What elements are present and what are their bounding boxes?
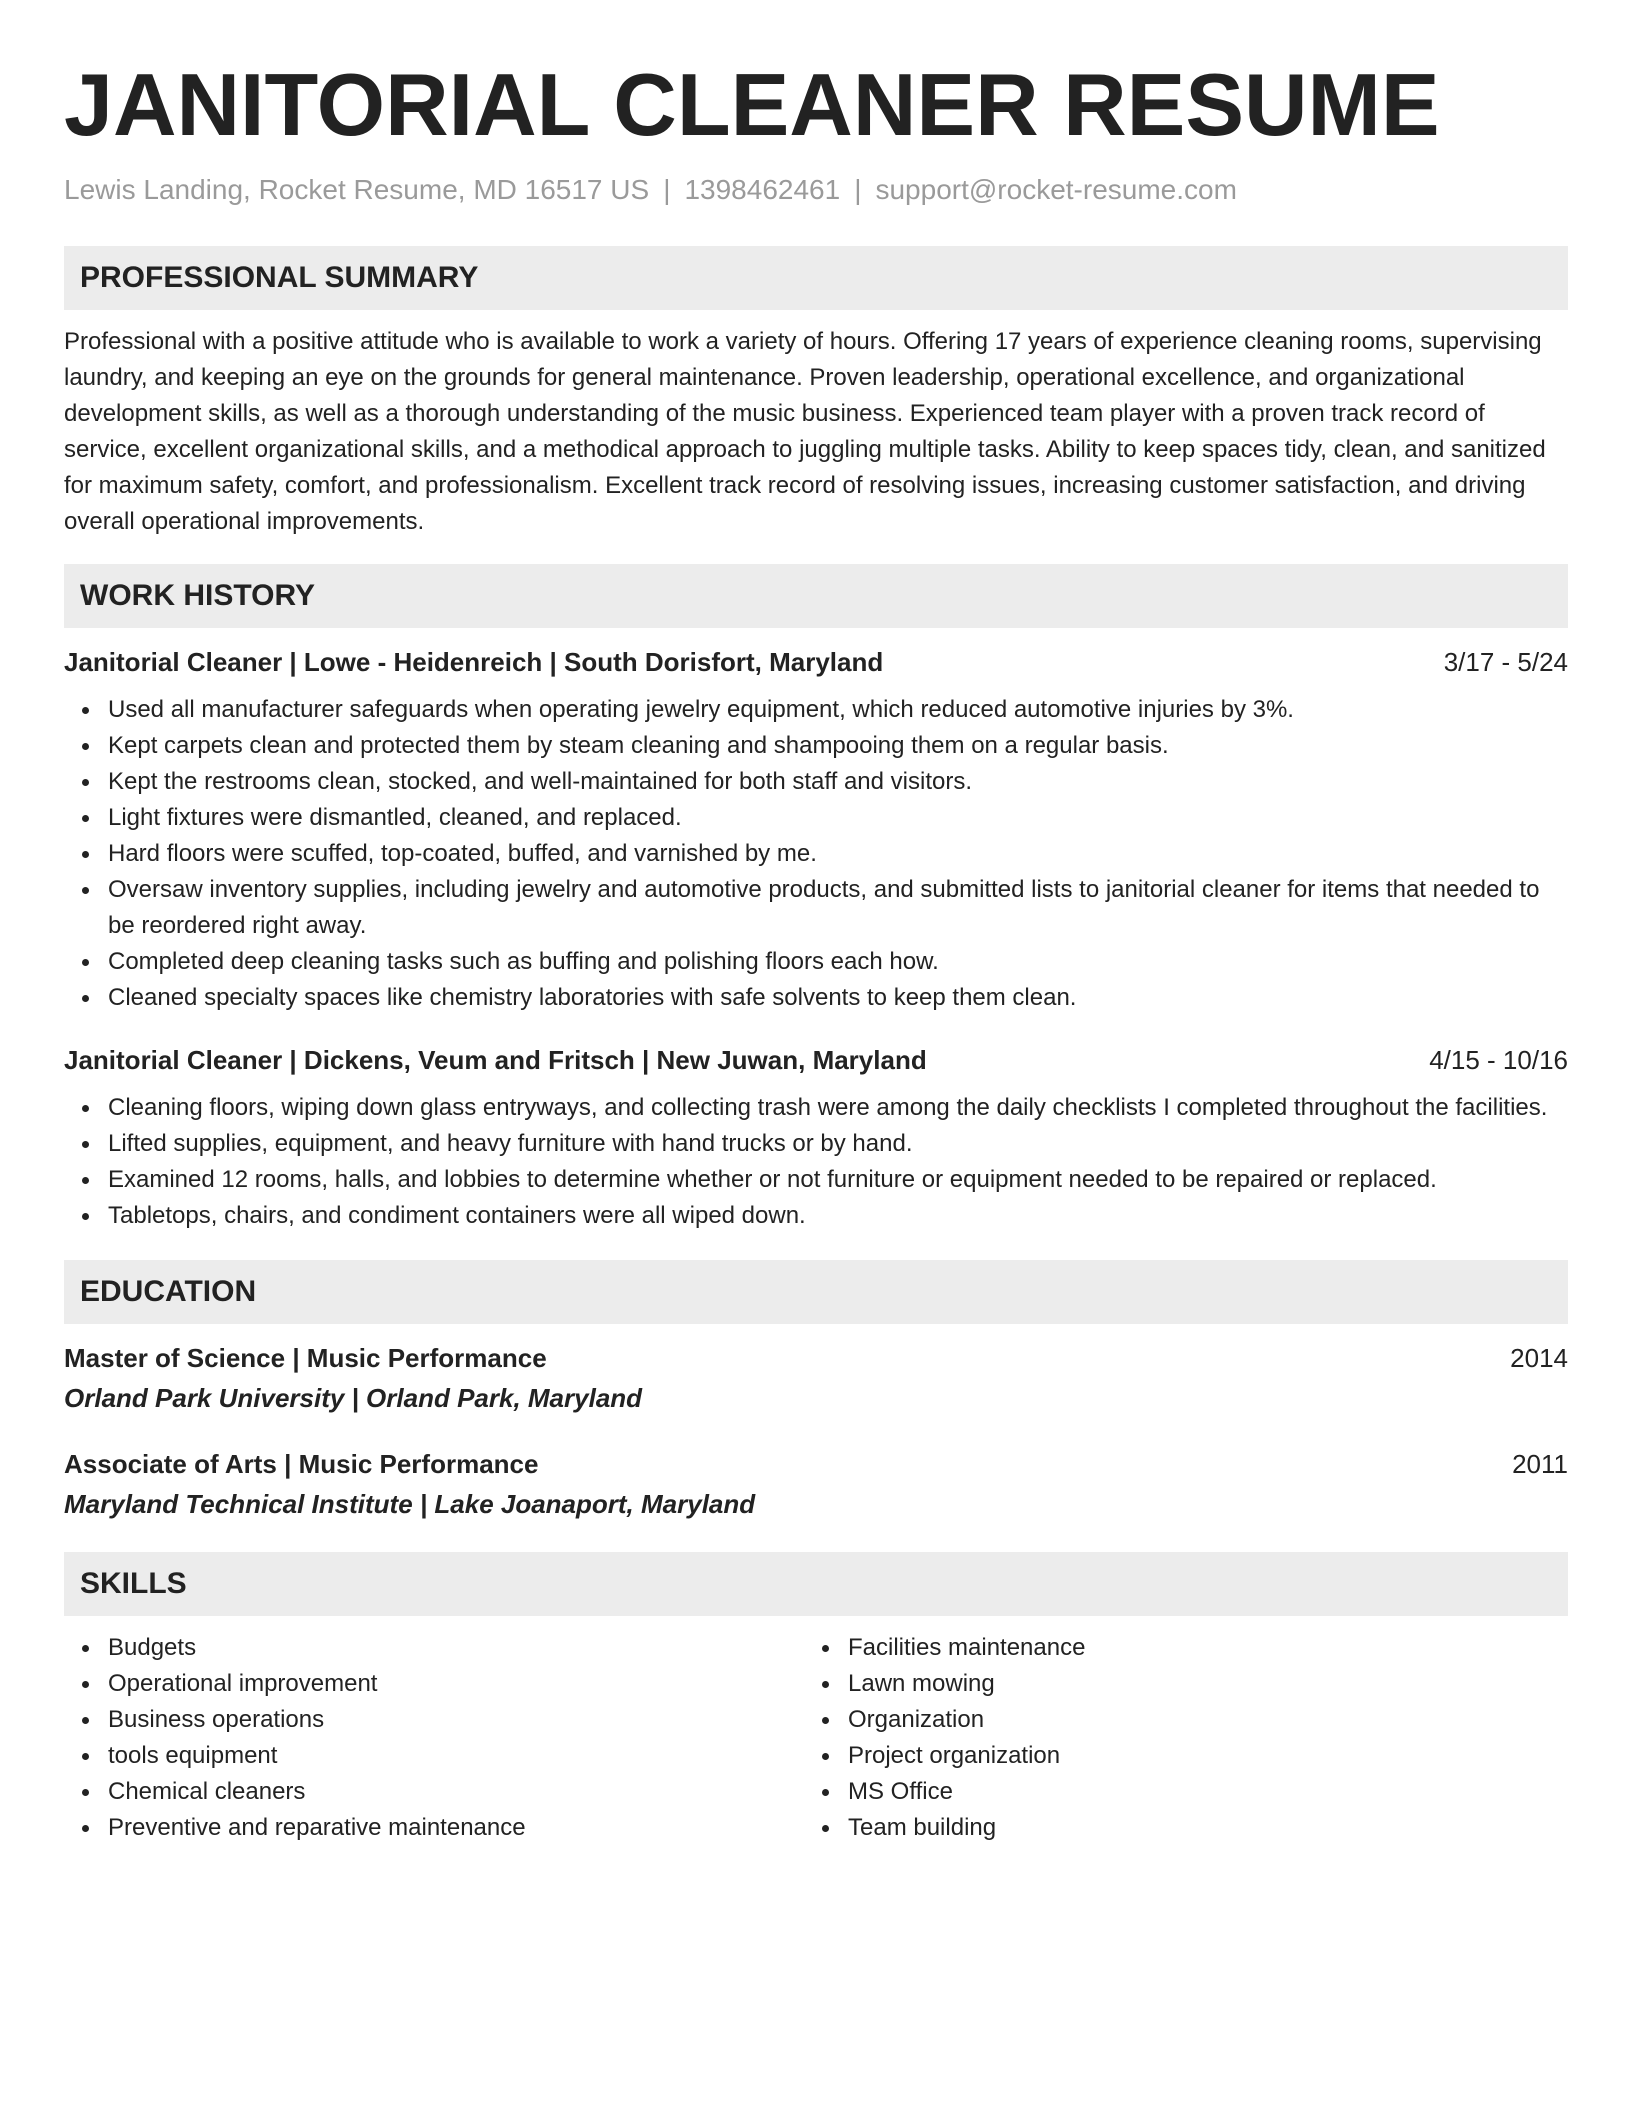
- list-item: Organization: [804, 1702, 1544, 1738]
- list-item: tools equipment: [64, 1738, 804, 1774]
- job-duties: [64, 692, 1568, 1016]
- list-item: Cleaning floors, wiping down glass entryways, and collecting trash were among the daily checklists I completed throughout the facilities.: [64, 1090, 1568, 1126]
- education-degree: Master of Science | Music Performance: [64, 1343, 547, 1373]
- job-entry: [64, 1042, 1568, 1234]
- education-header: [64, 1446, 1568, 1482]
- list-item: Budgets: [64, 1630, 804, 1666]
- list-item: Lawn mowing: [804, 1666, 1544, 1702]
- list-item: Team building: [804, 1810, 1544, 1846]
- list-item: Project organization: [804, 1738, 1544, 1774]
- contact-address: Lewis Landing, Rocket Resume, MD 16517 US: [64, 174, 650, 205]
- skills-list: [804, 1630, 1544, 1846]
- list-item: MS Office: [804, 1774, 1544, 1810]
- list-item: Tabletops, chairs, and condiment containers were all wiped down.: [64, 1198, 1568, 1234]
- job-dates: 3/17 - 5/24: [1443, 647, 1568, 677]
- contact-email: support@rocket-resume.com: [875, 174, 1237, 205]
- skills-section: [64, 1552, 1568, 1846]
- education-header: [64, 1340, 1568, 1376]
- list-item: Chemical cleaners: [64, 1774, 804, 1810]
- education-school: Orland Park University | Orland Park, Maryland: [64, 1383, 643, 1413]
- list-item: Oversaw inventory supplies, including jewelry and automotive products, and submitted lists to janitorial cleaner for items that needed to be reordered right away.: [64, 872, 1568, 944]
- education-degree: Associate of Arts | Music Performance: [64, 1449, 539, 1479]
- resume-title: JANITORIAL CLEANER RESUME: [64, 55, 1440, 154]
- job-title: Janitorial Cleaner | Lowe - Heidenreich | South Dorisfort, Maryland: [64, 647, 884, 677]
- list-item: Examined 12 rooms, halls, and lobbies to determine whether or not furniture or equipment needed to be repaired or replaced.: [64, 1162, 1568, 1198]
- education-school: Maryland Technical Institute | Lake Joanaport, Maryland: [64, 1489, 756, 1519]
- education-year: 2011: [1512, 1449, 1568, 1479]
- job-dates: 4/15 - 10/16: [1429, 1045, 1568, 1075]
- skills-heading: SKILLS: [64, 1552, 1568, 1616]
- list-item: Used all manufacturer safeguards when operating jewelry equipment, which reduced automotive injuries by 3%.: [64, 692, 1568, 728]
- education-entry: [64, 1340, 1568, 1416]
- skills-grid: [64, 1630, 1568, 1846]
- list-item: Light fixtures were dismantled, cleaned, and replaced.: [64, 800, 1568, 836]
- education-entry: [64, 1446, 1568, 1522]
- job-header: [64, 1042, 1568, 1078]
- list-item: Kept carpets clean and protected them by steam cleaning and shampooing them on a regular basis.: [64, 728, 1568, 764]
- summary-text: Professional with a positive attitude who is available to work a variety of hours. Offering 17 years of experience cleaning rooms, supervising laundry, and keeping an eye on the grounds for general maintenance. Proven leadership, operational excellence, and organizational development skills, as well as a thorough understanding of the music business. Experienced team player with a proven track record of service, excellent organizational skills, and a methodical approach to juggling multiple tasks. Ability to keep spaces tidy, clean, and sanitized for maximum safety, comfort, and professionalism. Excellent track record of resolving issues, increasing customer satisfaction, and driving overall operational improvements.: [64, 328, 1546, 535]
- contact-phone: 1398462461: [684, 174, 841, 205]
- education-year: 2014: [1510, 1343, 1568, 1373]
- job-entry: [64, 644, 1568, 1016]
- list-item: Lifted supplies, equipment, and heavy furniture with hand trucks or by hand.: [64, 1126, 1568, 1162]
- list-item: Operational improvement: [64, 1666, 804, 1702]
- work-history-heading: WORK HISTORY: [64, 564, 1568, 628]
- contact-line: [64, 170, 1568, 210]
- list-item: Facilities maintenance: [804, 1630, 1544, 1666]
- summary-section: [64, 246, 1568, 540]
- summary-heading: PROFESSIONAL SUMMARY: [64, 246, 1568, 310]
- education-section: [64, 1260, 1568, 1522]
- work-history-section: [64, 564, 1568, 1234]
- list-item: Kept the restrooms clean, stocked, and well-maintained for both staff and visitors.: [64, 764, 1568, 800]
- list-item: Preventive and reparative maintenance: [64, 1810, 804, 1846]
- list-item: Completed deep cleaning tasks such as buffing and polishing floors each how.: [64, 944, 1568, 980]
- skills-column-left: [64, 1630, 804, 1846]
- list-item: Cleaned specialty spaces like chemistry laboratories with safe solvents to keep them clean.: [64, 980, 1568, 1016]
- list-item: Hard floors were scuffed, top-coated, buffed, and varnished by me.: [64, 836, 1568, 872]
- education-heading: EDUCATION: [64, 1260, 1568, 1324]
- skills-column-right: [804, 1630, 1544, 1846]
- skills-list: [64, 1630, 804, 1846]
- job-header: [64, 644, 1568, 680]
- contact-separator: |: [854, 174, 862, 205]
- contact-separator: |: [663, 174, 671, 205]
- job-title: Janitorial Cleaner | Dickens, Veum and Fritsch | New Juwan, Maryland: [64, 1045, 927, 1075]
- list-item: Business operations: [64, 1702, 804, 1738]
- job-duties: [64, 1090, 1568, 1234]
